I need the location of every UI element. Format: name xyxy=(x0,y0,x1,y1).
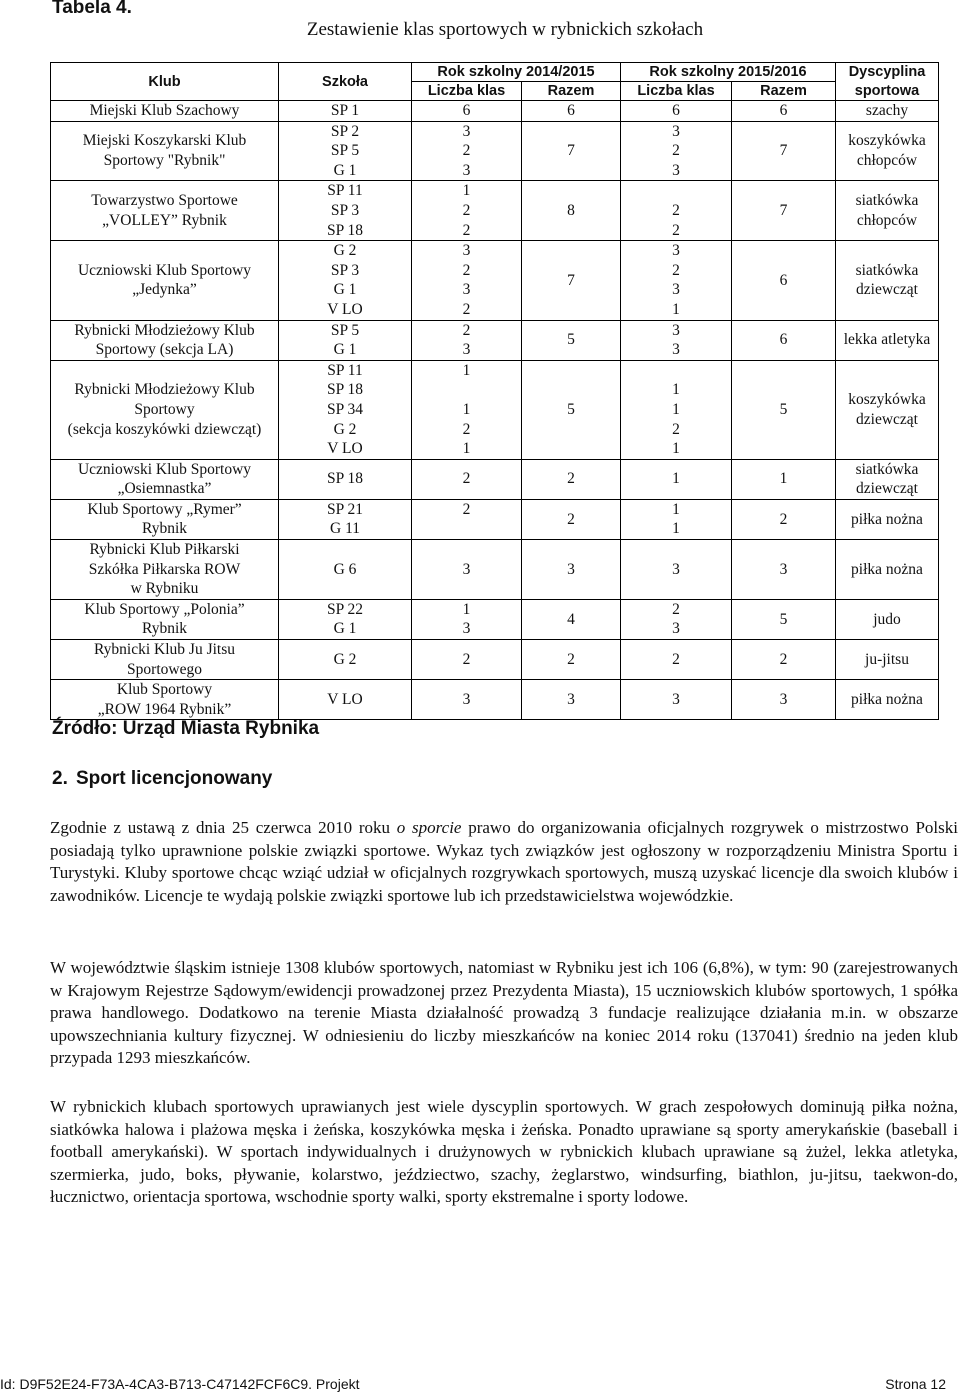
class-count-2015-cell: 6 xyxy=(621,101,732,122)
class-count-2015-cell: 1 xyxy=(621,400,732,420)
class-count-2014-cell: 2 xyxy=(412,300,522,320)
discipline-cell xyxy=(836,320,939,360)
club-name-line: Uczniowski Klub Sportowy xyxy=(77,460,252,478)
paragraph-licensing xyxy=(50,817,958,907)
club-name-cell xyxy=(51,640,279,680)
class-count-2014-cell xyxy=(412,519,522,539)
club-name-cell xyxy=(51,181,279,241)
class-count-2014-cell: 3 xyxy=(412,619,522,639)
club-name-line: „ROW 1964 Rybnik” xyxy=(97,700,232,718)
class-count-2015-cell: 3 xyxy=(621,540,732,600)
paragraph-text: prawo do organizowania oficjalnych rozgrywek o mistrzostwo Polski posiadają tylko uprawnione polskie związki sportowe. Wykaz tych związków jest ogłoszony w rozporządzeniu Ministra Sportu i Turystyki. Kluby sportowe chcąc wziąć udział w oficjalnych rozgrywkach sportowych, muszą uzyskać licencje dla swoich klubów i zawodników. Licencje te wydają polskie związki sportowe lub ich przedstawicielstwa wojewódzkie. xyxy=(50,818,958,905)
discipline-line: lekka atletyka xyxy=(843,331,931,349)
section-title: Sport licencjonowany xyxy=(76,768,273,789)
class-count-2015-cell: 2 xyxy=(621,141,732,161)
total-2015-cell: 1 xyxy=(732,459,836,499)
club-name-cell xyxy=(51,540,279,600)
club-name-line: Rybnicki Młodzieżowy Klub xyxy=(74,381,255,399)
class-count-2015-cell: 1 xyxy=(621,380,732,400)
header-razem-2: Razem xyxy=(732,82,836,101)
header-year-2015: Rok szkolny 2015/2016 xyxy=(621,63,836,82)
class-count-2015-cell: 3 xyxy=(621,340,732,360)
header-klub: Klub xyxy=(51,63,279,101)
discipline-cell xyxy=(836,540,939,600)
class-count-2015-cell: 1 xyxy=(621,519,732,539)
discipline-cell xyxy=(836,640,939,680)
total-2014-cell: 5 xyxy=(522,320,621,360)
table-label: Tabela 4. xyxy=(52,0,132,18)
class-count-2014-cell: 1 xyxy=(412,599,522,619)
class-count-2015-cell: 1 xyxy=(621,459,732,499)
school-cell: G 11 xyxy=(279,519,412,539)
club-name-cell xyxy=(51,320,279,360)
club-name-line: Rybnicki Klub Piłkarski xyxy=(89,541,240,559)
table-header-row xyxy=(51,63,939,82)
table-row xyxy=(51,540,939,600)
discipline-line: siatkówka xyxy=(855,261,919,279)
class-count-2014-cell: 2 xyxy=(412,261,522,281)
school-cell: SP 22 xyxy=(279,599,412,619)
discipline-line: ju-jitsu xyxy=(865,650,909,668)
discipline-cell xyxy=(836,101,939,122)
source-note: Źródło: Urząd Miasta Rybnika xyxy=(52,718,320,739)
table-row xyxy=(51,241,939,261)
class-count-2014-cell: 3 xyxy=(412,161,522,181)
club-name-cell xyxy=(51,499,279,539)
table-row xyxy=(51,640,939,680)
total-2014-cell: 2 xyxy=(522,499,621,539)
school-cell: V LO xyxy=(279,680,412,720)
class-count-2015-cell: 3 xyxy=(621,320,732,340)
table-row xyxy=(51,499,939,519)
club-name-line: Klub Sportowy „Polonia” xyxy=(84,600,245,618)
total-2015-cell: 7 xyxy=(732,121,836,181)
total-2015-cell: 6 xyxy=(732,101,836,122)
school-cell: G 1 xyxy=(279,619,412,639)
class-count-2014-cell: 2 xyxy=(412,499,522,519)
school-cell: SP 11 xyxy=(279,360,412,380)
total-2014-cell: 2 xyxy=(522,459,621,499)
class-count-2014-cell: 1 xyxy=(412,181,522,201)
school-cell: G 1 xyxy=(279,340,412,360)
discipline-line: judo xyxy=(873,610,901,628)
class-count-2014-cell: 2 xyxy=(412,420,522,440)
school-cell: SP 3 xyxy=(279,201,412,221)
sports-classes-table xyxy=(50,62,939,720)
club-name-line: Klub Sportowy xyxy=(116,681,213,699)
header-year-2014: Rok szkolny 2014/2015 xyxy=(412,63,621,82)
class-count-2015-cell: 2 xyxy=(621,420,732,440)
total-2015-cell: 2 xyxy=(732,640,836,680)
class-count-2014-cell xyxy=(412,380,522,400)
table-title: Zestawienie klas sportowych w rybnickich szkołach xyxy=(306,19,704,40)
club-name-line: Klub Sportowy „Rymer” xyxy=(87,500,242,518)
school-cell: SP 3 xyxy=(279,261,412,281)
total-2015-cell: 3 xyxy=(732,680,836,720)
school-cell: SP 2 xyxy=(279,121,412,141)
discipline-line: dziewcząt xyxy=(856,281,918,299)
club-name-cell xyxy=(51,101,279,122)
class-count-2015-cell: 3 xyxy=(621,619,732,639)
total-2014-cell: 7 xyxy=(522,121,621,181)
class-count-2014-cell: 2 xyxy=(412,221,522,241)
club-name-line: Sportowy (sekcja LA) xyxy=(95,341,234,359)
discipline-cell xyxy=(836,499,939,539)
club-name-cell xyxy=(51,121,279,181)
class-count-2014-cell: 2 xyxy=(412,459,522,499)
total-2014-cell: 5 xyxy=(522,360,621,459)
class-count-2014-cell: 3 xyxy=(412,121,522,141)
club-name-cell xyxy=(51,599,279,639)
table-row xyxy=(51,360,939,380)
club-name-line: Rybnicki Młodzieżowy Klub xyxy=(74,321,255,339)
club-name-line: Miejski Klub Szachowy xyxy=(89,102,240,119)
header-discipline-line2: sportowa xyxy=(836,82,939,101)
discipline-cell xyxy=(836,241,939,320)
class-count-2014-cell: 3 xyxy=(412,241,522,261)
club-name-line: „Jedynka” xyxy=(132,281,197,299)
class-count-2014-cell: 6 xyxy=(412,101,522,122)
school-cell: G 2 xyxy=(279,420,412,440)
header-liczba-klas-2: Liczba klas xyxy=(621,82,732,101)
club-name-line: Towarzystwo Sportowe xyxy=(91,192,238,210)
paragraph-clubs-count: W województwie śląskim istnieje 1308 klubów sportowych, natomiast w Rybniku jest ich 106 (6,8%), w tym: 90 (zarejestrowanych w Krajowym Rejestrze Sądowym/ewidencji prowadzonej przez Prezydenta Miasta), 15 uczniowskich klubów sportowych, 1 spółka prawa handlowego. Dodatkowo na terenie Miasta działalność prowadzą 3 fundacje realizujące działania m.in. w obszarze upowszechniania kultury fizycznej. W odniesieniu do liczby mieszkańców na koniec 2014 roku (137041) średnio na jeden klub przypada 1293 mieszkańców. xyxy=(50,958,958,1068)
class-count-2015-cell: 2 xyxy=(621,640,732,680)
table-row xyxy=(51,320,939,340)
school-cell: SP 18 xyxy=(279,221,412,241)
class-count-2015-cell xyxy=(621,360,732,380)
school-cell: SP 18 xyxy=(279,459,412,499)
paragraph-text: Zgodnie z ustawą z dnia 25 czerwca 2010 roku xyxy=(50,818,397,837)
class-count-2015-cell: 2 xyxy=(621,599,732,619)
total-2015-cell: 5 xyxy=(732,599,836,639)
table-row xyxy=(51,181,939,201)
class-count-2015-cell: 2 xyxy=(621,261,732,281)
club-name-line: w Rybniku xyxy=(130,580,199,598)
paragraph-italic-text: o sporcie xyxy=(396,818,462,837)
class-count-2014-cell: 3 xyxy=(412,280,522,300)
discipline-cell xyxy=(836,121,939,181)
class-count-2015-cell: 3 xyxy=(621,680,732,720)
footer-page-number: Strona 12 xyxy=(885,1376,946,1392)
total-2015-cell: 5 xyxy=(732,360,836,459)
section-number: 2. xyxy=(52,768,68,789)
class-count-2015-cell: 3 xyxy=(621,161,732,181)
table-row xyxy=(51,680,939,720)
table-row xyxy=(51,121,939,141)
club-name-cell xyxy=(51,680,279,720)
class-count-2015-cell: 2 xyxy=(621,201,732,221)
table-row xyxy=(51,101,939,122)
class-count-2014-cell: 2 xyxy=(412,320,522,340)
total-2014-cell: 7 xyxy=(522,241,621,320)
school-cell: G 6 xyxy=(279,540,412,600)
school-cell: G 2 xyxy=(279,241,412,261)
discipline-cell xyxy=(836,599,939,639)
class-count-2015-cell: 1 xyxy=(621,499,732,519)
class-count-2015-cell: 1 xyxy=(621,300,732,320)
total-2014-cell: 6 xyxy=(522,101,621,122)
header-liczba-klas-1: Liczba klas xyxy=(412,82,522,101)
school-cell: G 2 xyxy=(279,640,412,680)
total-2014-cell: 3 xyxy=(522,540,621,600)
discipline-line: siatkówka xyxy=(855,460,919,478)
total-2015-cell: 3 xyxy=(732,540,836,600)
club-name-line: Szkółka Piłkarska ROW xyxy=(88,560,241,578)
table-row xyxy=(51,599,939,619)
discipline-line: koszykówka xyxy=(848,132,926,150)
class-count-2015-cell: 3 xyxy=(621,280,732,300)
class-count-2014-cell: 3 xyxy=(412,680,522,720)
class-count-2014-cell: 2 xyxy=(412,201,522,221)
class-count-2014-cell: 3 xyxy=(412,340,522,360)
school-cell: SP 5 xyxy=(279,320,412,340)
total-2014-cell: 3 xyxy=(522,680,621,720)
paragraph-disciplines: W rybnickich klubach sportowych uprawianych jest wiele dyscyplin sportowych. W grach zespołowych dominują piłka nożna, siatkówka halowa i plażowa męska i żeńska, koszykówka męska i żeńska. Ponadto uprawiane są sporty amerykańskie (baseball i football amerykański). W sportach indywidualnych i drużynowych w rybnickich klubach uprawiane są żużel, lekka atletyka, szermierka, judo, boks, pływanie, kolarstwo, jeździectwo, szachy, żeglarstwo, windsurfing, biathlon, ju-jitsu, taekwon-do, łucznictwo, orientacja sportowa, wschodnie sporty walki, sporty ekstremalne i sporty lodowe. xyxy=(50,1097,958,1207)
class-count-2014-cell: 1 xyxy=(412,439,522,459)
footer-document-id: Id: D9F52E24-F73A-4CA3-B713-C47142FCF6C9. Projekt xyxy=(0,1376,360,1392)
total-2015-cell: 6 xyxy=(732,241,836,320)
class-count-2015-cell xyxy=(621,181,732,201)
discipline-line: chłopców xyxy=(856,151,918,169)
header-razem-1: Razem xyxy=(522,82,621,101)
school-cell: V LO xyxy=(279,300,412,320)
class-count-2015-cell: 2 xyxy=(621,221,732,241)
club-name-line: Rybnik xyxy=(141,620,188,638)
school-cell: V LO xyxy=(279,439,412,459)
discipline-cell xyxy=(836,360,939,459)
discipline-line: piłka nożna xyxy=(851,691,923,709)
school-cell: SP 18 xyxy=(279,380,412,400)
header-szkola: Szkoła xyxy=(279,63,412,101)
discipline-line: chłopców xyxy=(856,211,918,229)
class-count-2014-cell: 2 xyxy=(412,640,522,680)
discipline-cell xyxy=(836,680,939,720)
total-2015-cell: 7 xyxy=(732,181,836,241)
club-name-cell xyxy=(51,360,279,459)
club-name-line: (sekcja koszykówki dziewcząt) xyxy=(67,420,262,438)
school-cell: SP 1 xyxy=(279,101,412,122)
club-name-line: Rybnicki Klub Ju Jitsu xyxy=(93,641,236,659)
total-2014-cell: 8 xyxy=(522,181,621,241)
class-count-2015-cell: 3 xyxy=(621,121,732,141)
club-name-line: „VOLLEY” Rybnik xyxy=(102,211,227,229)
club-name-line: Sportowego xyxy=(127,660,202,678)
club-name-line: Miejski Koszykarski Klub xyxy=(82,132,247,150)
school-cell: SP 11 xyxy=(279,181,412,201)
class-count-2014-cell: 1 xyxy=(412,360,522,380)
discipline-line: szachy xyxy=(865,102,909,119)
discipline-line: siatkówka xyxy=(855,192,919,210)
table-row xyxy=(51,459,939,499)
discipline-line: dziewcząt xyxy=(856,480,918,498)
club-name-cell xyxy=(51,459,279,499)
discipline-cell xyxy=(836,181,939,241)
school-cell: SP 5 xyxy=(279,141,412,161)
club-name-line: Uczniowski Klub Sportowy xyxy=(77,261,252,279)
school-cell: G 1 xyxy=(279,280,412,300)
header-discipline-line1: Dyscyplina xyxy=(836,63,939,82)
discipline-line: piłka nożna xyxy=(851,510,923,528)
discipline-cell xyxy=(836,459,939,499)
discipline-line: dziewcząt xyxy=(856,410,918,428)
club-name-cell xyxy=(51,241,279,320)
class-count-2015-cell: 3 xyxy=(621,241,732,261)
club-name-line: „Osiemnastka” xyxy=(117,480,212,498)
discipline-line: piłka nożna xyxy=(851,560,923,578)
discipline-line: koszykówka xyxy=(848,391,926,409)
school-cell: SP 34 xyxy=(279,400,412,420)
class-count-2015-cell: 1 xyxy=(621,439,732,459)
class-count-2014-cell: 3 xyxy=(412,540,522,600)
total-2015-cell: 2 xyxy=(732,499,836,539)
total-2014-cell: 4 xyxy=(522,599,621,639)
total-2014-cell: 2 xyxy=(522,640,621,680)
school-cell: G 1 xyxy=(279,161,412,181)
club-name-line: Rybnik xyxy=(141,520,188,538)
club-name-line: Sportowy "Rybnik" xyxy=(103,151,226,169)
club-name-line: Sportowy xyxy=(134,400,195,418)
school-cell: SP 21 xyxy=(279,499,412,519)
total-2015-cell: 6 xyxy=(732,320,836,360)
class-count-2014-cell: 1 xyxy=(412,400,522,420)
class-count-2014-cell: 2 xyxy=(412,141,522,161)
